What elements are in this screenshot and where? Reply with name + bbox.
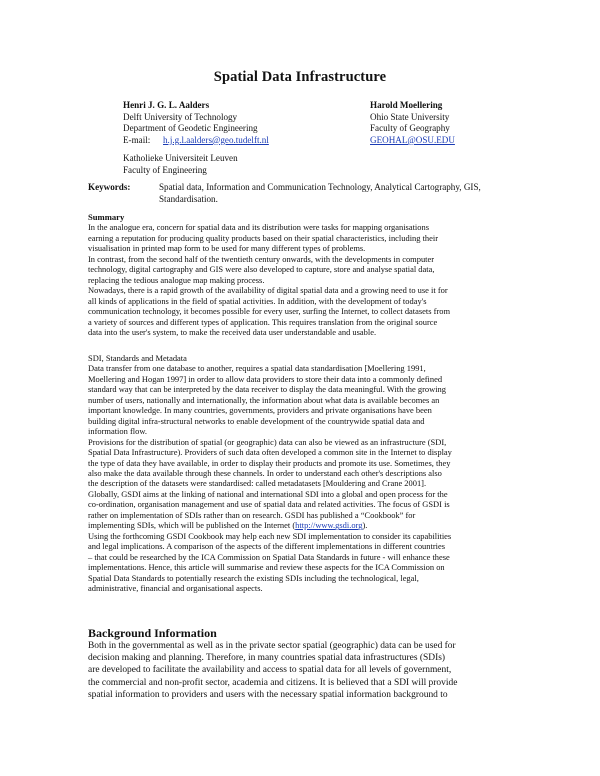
background-heading: Background Information — [88, 626, 217, 640]
sdi-line: Moellering and Hogan 1997] in order to allow data providers to store their data into a commonly defined — [88, 373, 443, 384]
author-1 — [123, 100, 269, 177]
sdi-line-with-link — [88, 520, 520, 530]
author-1-faculty: Faculty of Engineering — [123, 164, 207, 175]
summary-line: technology, digital cartography and GIS were also developed to capture, store and analyse spatial data, — [88, 264, 435, 275]
sdi-line: administrative, financial and organisational aspects. — [88, 582, 263, 593]
email-label: E-mail: — [123, 134, 151, 145]
sdi-line: Globally, GSDI aims at the linking of national and international SDI into a global and open process for the — [88, 488, 448, 499]
summary-line: earning a reputation for producing quality products based on their spatial characteristics, including their — [88, 232, 439, 243]
author-2-faculty: Faculty of Geography — [370, 123, 450, 134]
sdi-line: the description of the datasets were standardised: called metadatasets [Mouldering and Crane 2001]. — [88, 478, 427, 489]
summary-line: visualisation in printed map form to be used for many different types of problems. — [88, 243, 366, 254]
sdi-line: number of users, nationally and internationally, the information about what data is available becomes an — [88, 394, 440, 405]
link-suffix: ). — [362, 520, 368, 531]
keywords-label: Keywords: — [88, 182, 131, 192]
sdi-line: rather on implementation of SDIs rather than on research. GSDI has published a “Cookbook” for — [88, 509, 416, 520]
summary-line: a variety of sources and different types of application. This requires translation from the original source — [88, 316, 438, 327]
sdi-line: implementations. Hence, this article will summarise and review these aspects for the ICA Commission on — [88, 562, 445, 573]
paper-title: Spatial Data Infrastructure — [213, 69, 387, 85]
author-1-email-link[interactable]: h.j.g.l.aalders@geo.tudelft.nl — [163, 134, 269, 145]
sdi-line: Provisions for the distribution of spatial (or geographic) data can also be viewed as an infrastructure (SDI, — [88, 436, 447, 447]
sdi-line: important knowledge. In many countries, governments, providers and private organisations have been — [88, 405, 432, 416]
author-2-name: Harold Moellering — [370, 100, 443, 110]
sdi-line: Spatial Data Standards to potentially research the existing SDIs including the technological, legal, — [88, 572, 419, 583]
summary-line: replacing the tedious analogue map making process. — [88, 274, 265, 285]
summary-line: Nowadays, there is a rapid growth of the availability of digital spatial data and a growing need to use it for — [88, 285, 448, 296]
sdi-line: information flow. — [88, 426, 147, 437]
sdi-heading: SDI, Standards and Metadata — [88, 353, 187, 363]
sdi-line: – that could be researched by the ICA Commission on Spatial Data Standards in future - will enhance these — [88, 551, 450, 562]
background-line: are developed to facilitate the availability and access to spatial data for all levels of government, — [88, 665, 452, 676]
background-section — [88, 640, 528, 701]
author-1-email-row — [123, 135, 269, 147]
author-1-department: Department of Geodetic Engineering — [123, 123, 258, 134]
author-2-email-link[interactable]: GEOHAL@OSU.EDU — [370, 134, 455, 145]
sdi-line: Using the forthcoming GSDI Cookbook may help each new SDI implementation to consider its capabilities — [88, 530, 452, 541]
link-prefix: implementing SDIs, which will be published on the Internet ( — [88, 520, 296, 531]
keywords-text — [159, 182, 519, 205]
sdi-line: Spatial Data Infrastructure). Providers of such data often developed a common site in the Internet to display — [88, 447, 452, 458]
gsdi-link[interactable]: http://www.gsdi.org — [295, 520, 363, 531]
summary-line: In contrast, from the second half of the twentieth century onwards, with the developments in computer — [88, 253, 435, 264]
sdi-line: building digital infra-structural networks to enable development of the countrywide spatial data and — [88, 415, 425, 426]
summary-section — [88, 212, 520, 337]
sdi-line: standard way that can be interpreted by the data receiver to display the data meaningful. With the growing — [88, 384, 446, 395]
background-line: decision making and planning. Therefore, in many countries spatial data infrastructures (SDIs) — [88, 653, 446, 664]
summary-line: In the analogue era, concern for spatial data and its distribution were tasks for mapping organisations — [88, 222, 429, 233]
sdi-section — [88, 353, 520, 593]
summary-heading: Summary — [88, 212, 125, 222]
background-line: Both in the governmental as well as in the private sector spatial (geographic) data can be used for — [88, 641, 456, 651]
sdi-line: the type of data they have available, in order to display their products and promote its use. Sometimes, they — [88, 457, 451, 468]
sdi-line: Data transfer from one database to another, requires a spatial data standardisation [Moellering 1991, — [88, 363, 426, 374]
background-line: the commercial and non-profit sector, academia and citizens. It is believed that a SDI will provide — [88, 677, 458, 688]
summary-line: communication technology, it becomes possible for every user, surfing the Internet, to collect datasets from — [88, 306, 451, 317]
sdi-line: co-ordination, organisation management and use of spatial data and related activities. The focus of GSDI is — [88, 499, 450, 510]
keywords-line: Spatial data, Information and Communication Technology, Analytical Cartography, GIS, — [159, 182, 481, 192]
summary-line: all kinds of applications in the field of spatial activities. In addition, with the development of today's — [88, 295, 427, 306]
author-1-affiliation: Delft University of Technology — [123, 111, 238, 122]
summary-line: data into the user's system, to make the received data user understandable and usable. — [88, 326, 377, 337]
keywords-line: Standardisation. — [159, 193, 218, 204]
author-1-affiliation-2: Katholieke Universiteit Leuven — [123, 153, 238, 164]
author-1-name: Henri J. G. L. Aalders — [123, 100, 210, 110]
sdi-line: and legal implications. A comparison of the aspects of the different implementations in different countries — [88, 541, 446, 552]
author-2-affiliation: Ohio State University — [370, 111, 450, 122]
author-2 — [370, 100, 455, 146]
sdi-line: also make the data available through these channels. In order to understand each other's descriptions also — [88, 467, 442, 478]
background-line: spatial information to providers and users with the necessary spatial information background to — [88, 689, 448, 700]
